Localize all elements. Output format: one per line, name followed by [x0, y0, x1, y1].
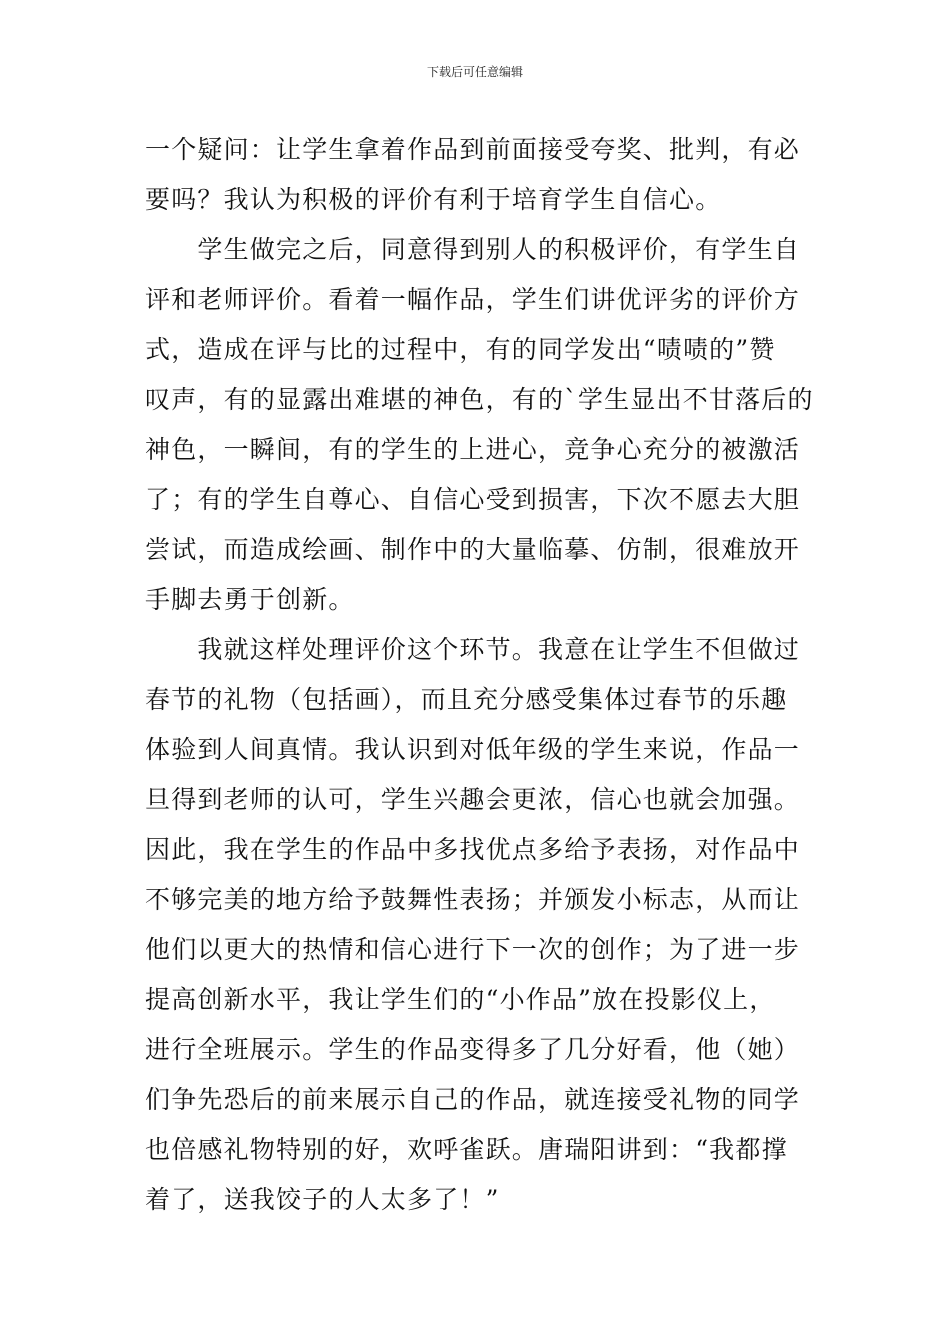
text-line: 因此，我在学生的作品中多找优点多给予表扬，对作品中 [145, 835, 801, 864]
text-line: 一个疑问：让学生拿着作品到前面接受夸奖、批判，有必 [145, 135, 801, 164]
text-line: 尝试，而造成绘画、制作中的大量临摹、仿制，很难放开 [145, 535, 801, 564]
page-header: 下载后可任意编辑 [426, 65, 523, 79]
text-line: 手脚去勇于创新。 [145, 585, 355, 614]
text-line: 体验到人间真情。我认识到对低年级的学生来说，作品一 [145, 735, 801, 764]
text-line: 们争先恐后的前来展示自己的作品，就连接受礼物的同学 [145, 1085, 801, 1114]
text-line: 旦得到老师的认可，学生兴趣会更浓，信心也就会加强。 [145, 785, 801, 814]
text-line: 评和老师评价。看着一幅作品，学生们讲优评劣的评价方 [145, 285, 801, 314]
text-line: 不够完美的地方给予鼓舞性表扬；并颁发小标志，从而让 [145, 885, 801, 914]
text-line: 着了，送我饺子的人太多了！” [145, 1185, 500, 1214]
text-line: 他们以更大的热情和信心进行下一次的创作；为了进一步 [145, 935, 801, 964]
text-line: 叹声，有的显露出难堪的神色，有的`学生显出不甘落后的 [145, 385, 814, 414]
text-line: 了；有的学生自尊心、自信心受到损害，下次不愿去大胆 [145, 485, 801, 514]
text-line: 我就这样处理评价这个环节。我意在让学生不但做过 [145, 635, 801, 664]
text-line: 学生做完之后，同意得到别人的积极评价，有学生自 [145, 235, 801, 264]
text-line: 提高创新水平，我让学生们的“小作品”放在投影仪上， [145, 985, 776, 1014]
text-line: 进行全班展示。学生的作品变得多了几分好看，他（她） [145, 1035, 801, 1064]
text-line: 也倍感礼物特别的好，欢呼雀跃。唐瑞阳讲到：“我都撑 [145, 1135, 788, 1164]
document-body [145, 125, 814, 1225]
text-line: 式，造成在评与比的过程中，有的同学发出“啧啧的”赞 [145, 335, 776, 364]
text-line: 要吗？我认为积极的评价有利于培育学生自信心。 [145, 185, 722, 214]
text-line: 神色，一瞬间，有的学生的上进心，竞争心充分的被激活 [145, 435, 801, 464]
text-line: 春节的礼物（包括画），而且充分感受集体过春节的乐趣 [145, 685, 788, 714]
